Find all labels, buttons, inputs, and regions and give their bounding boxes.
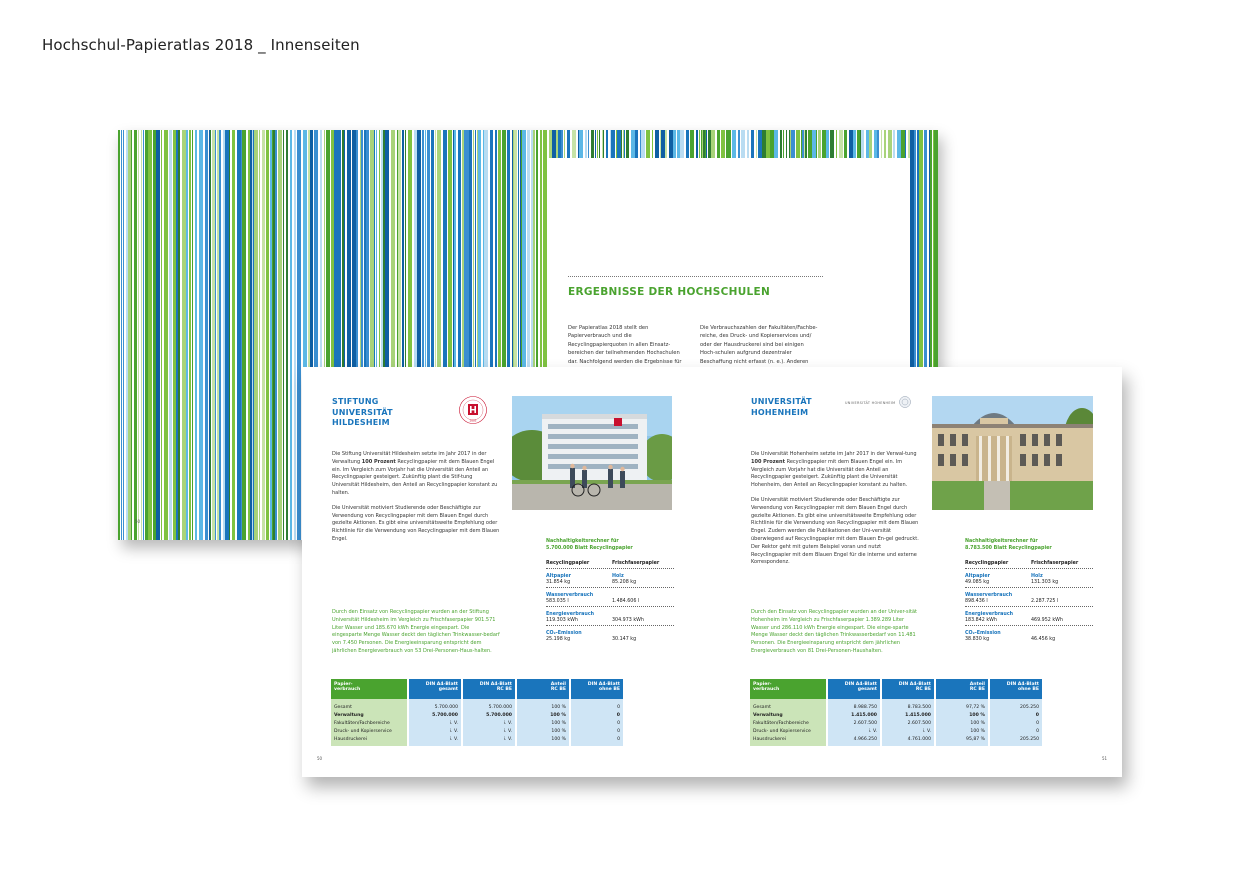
right-body-bold: 100 Prozent bbox=[751, 458, 785, 465]
stripe bbox=[186, 130, 188, 540]
table-cell: 100 % bbox=[935, 727, 989, 735]
stripe bbox=[259, 130, 260, 540]
table-cell: 100 % bbox=[516, 711, 570, 719]
calc-value-row bbox=[546, 599, 674, 607]
calc-label-altpapier: Altpapier bbox=[965, 574, 991, 579]
left-title-line: UNIVERSITÄT bbox=[332, 407, 393, 417]
calc-title: Nachhaltigkeitsrechner für bbox=[546, 539, 619, 544]
stripe bbox=[176, 130, 178, 540]
calc-value-row bbox=[546, 580, 674, 588]
table-cell: 0 bbox=[570, 699, 624, 711]
stripe bbox=[195, 130, 197, 540]
stripe bbox=[223, 130, 225, 540]
stripe bbox=[257, 130, 258, 540]
stripe bbox=[297, 130, 301, 540]
calc-title: Nachhaltigkeitsrechner für bbox=[965, 539, 1038, 544]
left-university-title bbox=[332, 397, 393, 429]
right-body-paragraph bbox=[751, 451, 919, 490]
stripe bbox=[294, 130, 296, 540]
stripe bbox=[229, 130, 230, 540]
stripe bbox=[270, 130, 272, 540]
table-cell: 8.783.500 bbox=[881, 699, 935, 711]
table-cell: i. V. bbox=[881, 727, 935, 735]
calc-label-row bbox=[965, 593, 1093, 598]
right-university-title bbox=[751, 397, 812, 418]
seal-year: 2003 bbox=[469, 418, 477, 423]
stripe bbox=[248, 130, 250, 540]
table-header-cell: DIN A4-Blatt RC BE bbox=[881, 679, 935, 699]
stripe bbox=[232, 130, 235, 540]
table-header-cell: Anteil RC BE bbox=[516, 679, 570, 699]
calc-label-holz: Holz bbox=[1031, 574, 1043, 579]
calc-label-holz: Holz bbox=[612, 574, 624, 579]
calc-label-row bbox=[546, 593, 674, 598]
left-body-p1b: Recyclingpapier mit dem Blauen Engel ein. Im Vergleich zum Vorjahr hat die Universität den Anteil an Recyclingpapier gesteigert. Zukünftig plant die Stif-tung Universität Hildesheim, den Anteil an Recyclingpapier konstant zu halten. bbox=[332, 458, 498, 496]
calc-value-row bbox=[965, 580, 1093, 588]
stripe bbox=[242, 130, 246, 540]
stripe bbox=[210, 130, 211, 540]
calc-label-altpapier: Altpapier bbox=[546, 574, 572, 579]
left-sustainability-calculator bbox=[546, 538, 674, 644]
stripe bbox=[143, 130, 144, 540]
right-page-number: 51 bbox=[1102, 756, 1108, 761]
table-header-cell: DIN A4-Blatt RC BE bbox=[462, 679, 516, 699]
stripe bbox=[273, 130, 275, 540]
stripe bbox=[209, 130, 210, 540]
back-page-number: 50 bbox=[135, 519, 141, 524]
left-body-p1a: Die Stiftung Universität Hildesheim setzte im Jahr 2017 in der Verwaltung bbox=[332, 451, 487, 465]
table-row bbox=[331, 699, 624, 711]
calc-value-row bbox=[965, 599, 1093, 607]
stripe bbox=[118, 130, 120, 540]
page-header-title: Hochschul-Papieratlas 2018 _ Innenseiten bbox=[42, 36, 360, 54]
stripe bbox=[225, 130, 229, 540]
table-row bbox=[750, 719, 1043, 727]
calc-value: 2.287.725 l bbox=[1031, 599, 1059, 604]
table-cell: i. V. bbox=[462, 727, 516, 735]
stripe bbox=[286, 130, 288, 540]
left-title-line: HILDESHEIM bbox=[332, 418, 390, 427]
calc-label-energie: Energieverbrauch bbox=[546, 612, 595, 617]
table-header-cell: DIN A4-Blatt gesamt bbox=[408, 679, 462, 699]
stripe bbox=[272, 130, 273, 540]
stripe bbox=[121, 130, 122, 540]
calc-value: 1.484.606 l bbox=[612, 599, 640, 604]
stripe bbox=[138, 130, 139, 540]
calc-value: 131.303 kg bbox=[1031, 580, 1059, 585]
stripe bbox=[164, 130, 168, 540]
right-title-line: HOHENHEIM bbox=[751, 407, 809, 417]
intro-text-col1: Der Papieratlas 2018 stellt den Papierverbrauch und die Recyclingpapierquoten in allen Einsatz-bereichen der teilnehmenden Hochschulen dar. Nachfolgend werden die Ergebnisse für bbox=[568, 325, 682, 365]
table-row bbox=[750, 699, 1043, 711]
calc-header-fresh: Frischfaserpapier bbox=[1031, 561, 1079, 566]
stripe bbox=[215, 130, 216, 540]
table-cell: 4.966.250 bbox=[827, 735, 881, 746]
stripe bbox=[205, 130, 208, 540]
table-cell: 205.250 bbox=[989, 735, 1043, 746]
stripe bbox=[241, 130, 242, 540]
stripe bbox=[148, 130, 152, 540]
calc-value: 49.085 kg bbox=[965, 580, 990, 585]
table-header-row bbox=[331, 679, 624, 699]
table-cell: 100 % bbox=[516, 699, 570, 711]
table-header-row bbox=[750, 679, 1043, 699]
stripe bbox=[182, 130, 186, 540]
right-body-paragraph-2: Die Universität motiviert Studierende oder Beschäftigte zur Verwendung von Recyclingpapier mit dem Blauen Engel durch gezielte Aktionen. Es gibt eine universitätsweite Empfehlung oder Richtlinie für die Verwendung von Recyclingpapier mit dem Blauen Engel. Zudem werden die Publikationen der Uni-versität überwiegend auf Recyclingpapier mit dem Blauen En-gel gedruckt. Der Rektor geht mit gutem Beispiel voran und nutzt Recyclingpapier mit dem Blauen Engel für die interne und externe Korrespondenz. bbox=[751, 496, 919, 566]
calc-header-fresh: Frischfaserpapier bbox=[612, 561, 660, 566]
table-cell: 4.761.000 bbox=[881, 735, 935, 746]
left-body-paragraph bbox=[332, 451, 500, 498]
calc-value-row bbox=[965, 637, 1093, 644]
stripe bbox=[252, 130, 253, 540]
calc-value: 583.035 l bbox=[546, 599, 569, 604]
stripe bbox=[123, 130, 124, 540]
table-cell: 0 bbox=[989, 711, 1043, 719]
stripe bbox=[161, 130, 162, 540]
table-cell: i. V. bbox=[462, 719, 516, 727]
table-row bbox=[750, 711, 1043, 719]
calc-subtitle: 5.700.000 Blatt Recyclingpapier bbox=[546, 546, 633, 551]
hohenheim-palace-photo bbox=[932, 396, 1093, 510]
stripe bbox=[262, 130, 265, 540]
table-cell: 1.415.000 bbox=[827, 711, 881, 719]
calc-label-row bbox=[965, 612, 1093, 617]
calc-value: 31.854 kg bbox=[546, 580, 571, 585]
table-cell: 0 bbox=[989, 727, 1043, 735]
stripe bbox=[253, 130, 254, 540]
table-cell: 0 bbox=[570, 735, 624, 746]
left-page-number: 50 bbox=[317, 756, 323, 761]
table-row bbox=[331, 735, 624, 746]
hildesheim-campus-photo bbox=[512, 396, 672, 510]
right-savings-text: Durch den Einsatz von Recyclingpapier wurden an der Univer-sität Hohenheim im Vergleich zu Frischfaserpapier 1.389.289 Liter Wasser und 286.110 kWh Energie eingespart. Die einge-sparte Menge Wasser deckt den täglichen Trinkwasserbedarf von 11.481 Personen. Die Energieeinsparung entspricht dem jährlichen Energieverbrauch von 81 Drei-Personen-Haushalten. bbox=[751, 609, 917, 654]
stripe bbox=[217, 130, 219, 540]
intro-text-col2: Die Verbrauchszahlen der Fakultäten/Fachbe-reiche, des Druck- und Kopierservices und/ oder der Hausdruckerei sind bei einigen Hoch-schulen aufgrund dezentraler Beschaffung nicht erfasst (n. e.). Anderen bbox=[700, 325, 818, 365]
table-cell: i. V. bbox=[408, 735, 462, 746]
table-header-cell: Papier- verbrauch bbox=[750, 679, 827, 699]
stripe bbox=[189, 130, 191, 540]
table-cell: 100 % bbox=[516, 727, 570, 735]
calc-value-row bbox=[546, 618, 674, 626]
left-paper-usage-table bbox=[331, 679, 625, 746]
calc-value-row bbox=[546, 637, 674, 644]
table-row bbox=[750, 727, 1043, 735]
table-cell: Hausdruckerei bbox=[750, 735, 827, 746]
table-header-cell: DIN A4-Blatt ohne BE bbox=[989, 679, 1043, 699]
left-body-text bbox=[332, 451, 500, 551]
table-cell: 2.607.500 bbox=[827, 719, 881, 727]
stripe bbox=[156, 130, 160, 540]
stripe bbox=[237, 130, 241, 540]
table-cell: 97,72 % bbox=[935, 699, 989, 711]
stripe bbox=[275, 130, 277, 540]
table-cell: 0 bbox=[570, 711, 624, 719]
right-title-line: UNIVERSITÄT bbox=[751, 397, 812, 406]
calc-label-row bbox=[546, 631, 674, 636]
stripe bbox=[254, 130, 257, 540]
table-cell: Fakultäten/Fachbereiche bbox=[331, 719, 408, 727]
table-header-cell: DIN A4-Blatt ohne BE bbox=[570, 679, 624, 699]
table-cell: Gesamt bbox=[331, 699, 408, 711]
table-cell: 0 bbox=[570, 719, 624, 727]
calc-label-wasser: Wasserverbrauch bbox=[546, 593, 594, 598]
calc-value: 38.830 kg bbox=[965, 637, 990, 642]
stripe bbox=[153, 130, 156, 540]
calc-label-row bbox=[965, 574, 1093, 579]
stripe bbox=[283, 130, 284, 540]
table-cell: 205.250 bbox=[989, 699, 1043, 711]
table-cell: 2.607.500 bbox=[881, 719, 935, 727]
table-cell: Gesamt bbox=[750, 699, 827, 711]
table-cell: 0 bbox=[570, 727, 624, 735]
calc-label-row bbox=[546, 574, 674, 579]
calc-label-row bbox=[546, 612, 674, 617]
calc-subtitle: 8.783.500 Blatt Recyclingpapier bbox=[965, 546, 1052, 551]
table-cell: i. V. bbox=[462, 735, 516, 746]
stripe bbox=[192, 130, 193, 540]
left-savings-text: Durch den Einsatz von Recyclingpapier wurden an der Stiftung Universität Hildesheim im Vergleich zu Frischfaserpapier 901.571 Liter Wasser und 185.670 kWh Energie eingespart. Die eingesparte Menge Wasser deckt den täglichen Trinkwasser-bedarf von 7.450 Personen. Die Energieeinsparung entspricht dem jährlichen Energieverbrauch von 53 Drei-Personen-Haus-halten. bbox=[332, 609, 500, 654]
table-row bbox=[331, 711, 624, 719]
stripe bbox=[173, 130, 176, 540]
stripe bbox=[219, 130, 221, 540]
right-paper-usage-table bbox=[750, 679, 1044, 746]
table-cell: 100 % bbox=[935, 711, 989, 719]
table-cell: Verwaltung bbox=[331, 711, 408, 719]
calc-header-row bbox=[546, 561, 674, 569]
table-cell: 5.700.000 bbox=[462, 711, 516, 719]
calc-value: 469.952 kWh bbox=[1031, 618, 1063, 623]
stripe bbox=[126, 130, 128, 540]
calc-header-row bbox=[965, 561, 1093, 569]
calc-value: 119.303 kWh bbox=[546, 618, 578, 623]
calc-value: 46.456 kg bbox=[1031, 637, 1056, 642]
stripe bbox=[134, 130, 137, 540]
stripe bbox=[128, 130, 131, 540]
stripe bbox=[212, 130, 215, 540]
calc-value: 85.208 kg bbox=[612, 580, 637, 585]
stripe bbox=[290, 130, 292, 540]
dotted-rule bbox=[568, 276, 823, 277]
calc-label-wasser: Wasserverbrauch bbox=[965, 593, 1013, 598]
calc-value: 30.147 kg bbox=[612, 637, 637, 642]
table-cell: 1.415.000 bbox=[881, 711, 935, 719]
calc-value-row bbox=[965, 618, 1093, 626]
calc-label-co2: CO₂-Emission bbox=[965, 631, 1001, 636]
table-cell: Druck- und Kopierservice bbox=[331, 727, 408, 735]
table-cell: 8.988.750 bbox=[827, 699, 881, 711]
stripe bbox=[250, 130, 252, 540]
table-cell: 100 % bbox=[935, 719, 989, 727]
table-row bbox=[750, 735, 1043, 746]
table-cell: 5.700.000 bbox=[462, 699, 516, 711]
calc-label-energie: Energieverbrauch bbox=[965, 612, 1014, 617]
calc-value: 183.842 kWh bbox=[965, 618, 997, 623]
table-cell: 95,87 % bbox=[935, 735, 989, 746]
calc-label-co2: CO₂-Emission bbox=[546, 631, 582, 636]
table-cell: 100 % bbox=[516, 735, 570, 746]
table-cell: 100 % bbox=[516, 719, 570, 727]
table-cell: 5.700.000 bbox=[408, 699, 462, 711]
right-body-text bbox=[751, 451, 919, 574]
calc-value: 304.973 kWh bbox=[612, 618, 644, 623]
calc-value: 898.436 l bbox=[965, 599, 988, 604]
hildesheim-seal-icon bbox=[458, 395, 488, 425]
table-cell: i. V. bbox=[408, 719, 462, 727]
table-cell: Hausdruckerei bbox=[331, 735, 408, 746]
table-header-cell: Anteil RC BE bbox=[935, 679, 989, 699]
table-header-cell: Papier- verbrauch bbox=[331, 679, 408, 699]
table-cell: i. V. bbox=[827, 727, 881, 735]
table-cell: i. V. bbox=[408, 727, 462, 735]
table-cell: Druck- und Kopierservice bbox=[750, 727, 827, 735]
left-body-paragraph-2: Die Universität motiviert Studierende oder Beschäftigte zur Verwendung von Recyclingpapier mit dem Blauen Engel durch gezielte Aktionen. Es gibt eine universitätsweite Empfehlung oder Richtlinie für die Verwendung von Recyclingpapier mit dem Blauen Engel. bbox=[332, 504, 500, 542]
stripe bbox=[178, 130, 180, 540]
section-heading: ERGEBNISSE DER HOCHSCHULEN bbox=[568, 286, 771, 298]
stripe bbox=[145, 130, 148, 540]
table-row bbox=[331, 719, 624, 727]
table-cell: 5.700.000 bbox=[408, 711, 462, 719]
calc-header-recycling: Recyclingpapier bbox=[965, 561, 1009, 566]
right-body-p1b: Recyclingpapier mit dem Blauen Engel ein. Im Vergleich zum Vorjahr hat die Universität den Anteil an Recyclingpapier gesteigert. Zukünftig plant die Universität Hohenheim, den Anteil an Recyclingpapier konstant zu halten. bbox=[751, 458, 908, 489]
table-header-cell: DIN A4-Blatt gesamt bbox=[827, 679, 881, 699]
hohenheim-seal-icon bbox=[899, 396, 911, 408]
stripe bbox=[199, 130, 203, 540]
calc-label-row bbox=[965, 631, 1093, 636]
stripe bbox=[141, 130, 142, 540]
table-cell: Fakultäten/Fachbereiche bbox=[750, 719, 827, 727]
table-cell: Verwaltung bbox=[750, 711, 827, 719]
hohenheim-logo-text: UNIVERSITÄT HOHENHEIM bbox=[845, 401, 896, 405]
front-spread bbox=[302, 367, 1122, 777]
stripe bbox=[278, 130, 282, 540]
stripe bbox=[131, 130, 132, 540]
calc-value: 25.198 kg bbox=[546, 637, 571, 642]
stripe bbox=[266, 130, 269, 540]
calc-header-recycling: Recyclingpapier bbox=[546, 561, 590, 566]
left-body-bold: 100 Prozent bbox=[361, 458, 396, 465]
right-sustainability-calculator bbox=[965, 538, 1093, 644]
left-title-line: STIFTUNG bbox=[332, 397, 379, 406]
stripe bbox=[169, 130, 172, 540]
right-body-p1a: Die Universität Hohenheim setzte im Jahr 2017 in der Verwal-tung bbox=[751, 451, 917, 457]
table-cell: 0 bbox=[989, 719, 1043, 727]
table-row bbox=[331, 727, 624, 735]
